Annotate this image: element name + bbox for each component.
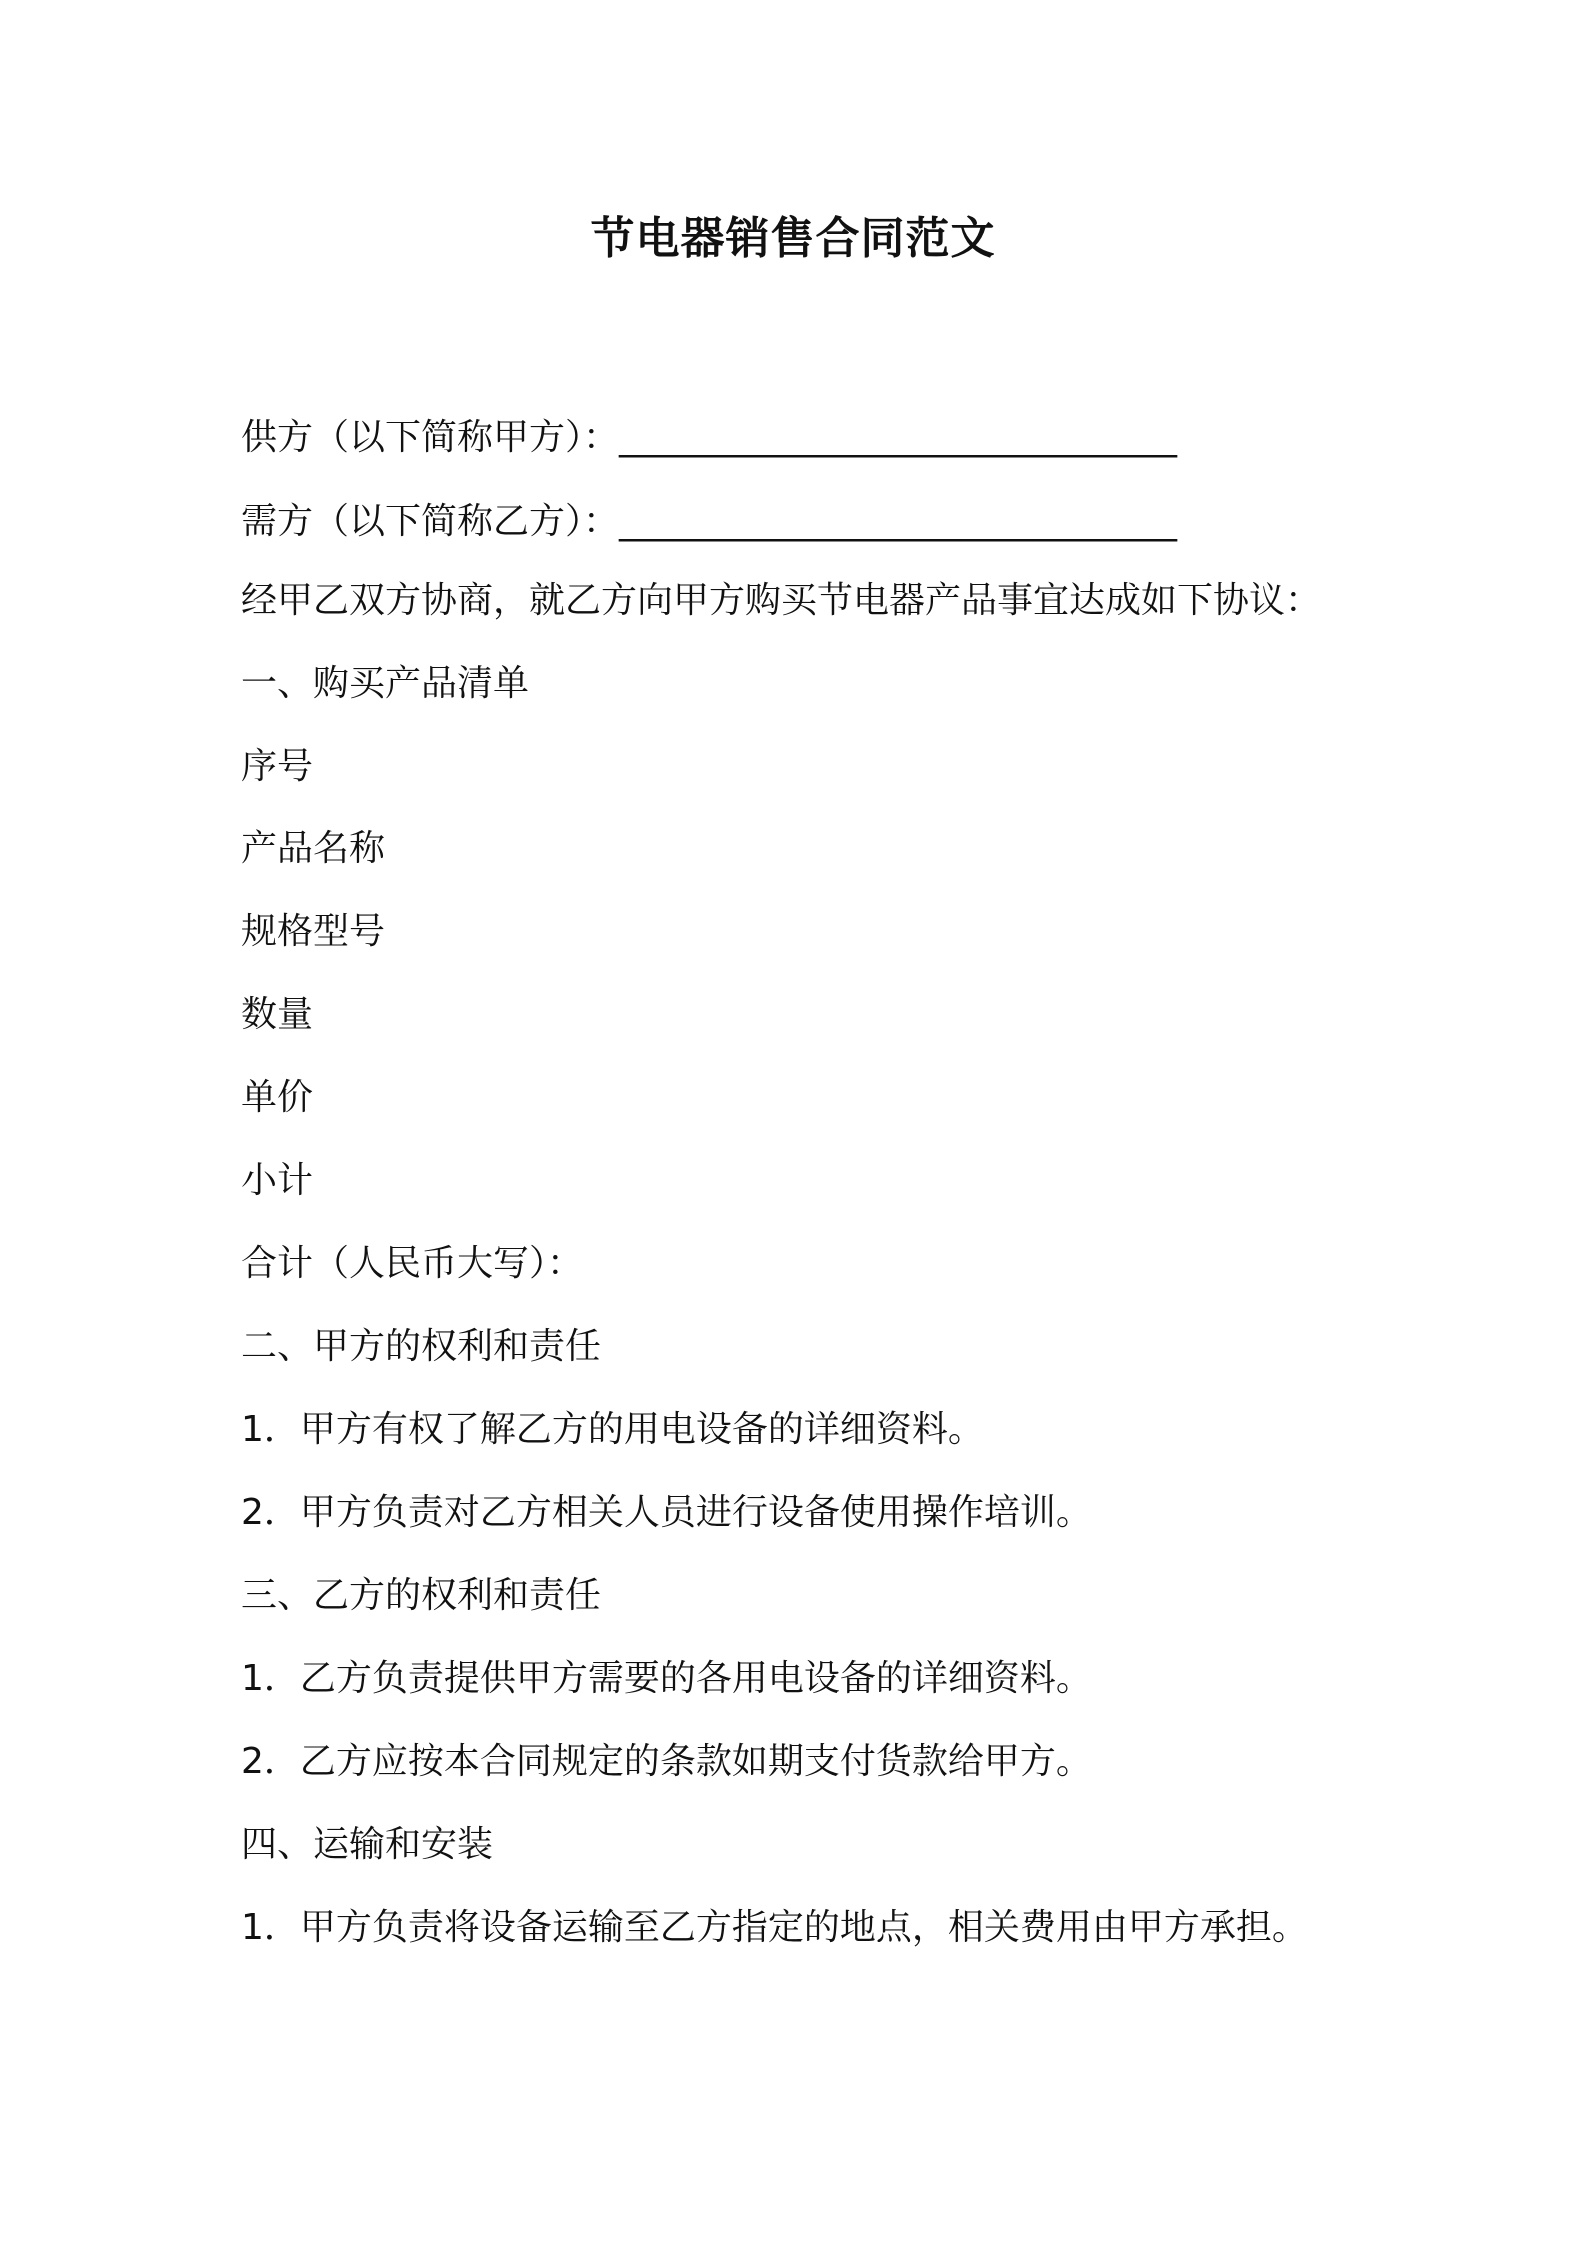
party-b-clause-1: 1．乙方负责提供甲方需要的各用电设备的详细资料。: [241, 1658, 1092, 1699]
buyer-line: 需方（以下简称乙方）：_______________________________: [241, 501, 1178, 542]
party-b-clause-2: 2．乙方应按本合同规定的条款如期支付货款给甲方。: [241, 1741, 1092, 1782]
party-a-clause-2: 2．甲方负责对乙方相关人员进行设备使用操作培训。: [241, 1492, 1092, 1533]
section-heading-products: 一、购买产品清单: [241, 663, 530, 704]
party-a-clause-1: 1．甲方有权了解乙方的用电设备的详细资料。: [241, 1409, 984, 1450]
supplier-line: 供方（以下简称甲方）：_______________________________: [241, 417, 1178, 458]
section-heading-party-a: 二、甲方的权利和责任: [241, 1326, 602, 1367]
product-field-quantity: 数量: [241, 994, 314, 1035]
section-heading-transport: 四、运输和安装: [241, 1824, 494, 1865]
transport-clause-1: 1．甲方负责将设备运输至乙方指定的地点，相关费用由甲方承担。: [241, 1907, 1308, 1948]
product-field-serial: 序号: [241, 746, 314, 787]
product-total-line: 合计（人民币大写）：: [241, 1243, 584, 1284]
product-field-subtotal: 小计: [241, 1160, 314, 1201]
section-heading-party-b: 三、乙方的权利和责任: [241, 1575, 602, 1616]
product-field-name: 产品名称: [241, 828, 386, 869]
product-field-spec: 规格型号: [241, 911, 386, 952]
product-field-unit-price: 单价: [241, 1077, 314, 1118]
page-title: 节电器销售合同范文: [590, 213, 996, 264]
preamble-paragraph: 经甲乙双方协商，就乙方向甲方购买节电器产品事宜达成如下协议：: [241, 580, 1322, 621]
